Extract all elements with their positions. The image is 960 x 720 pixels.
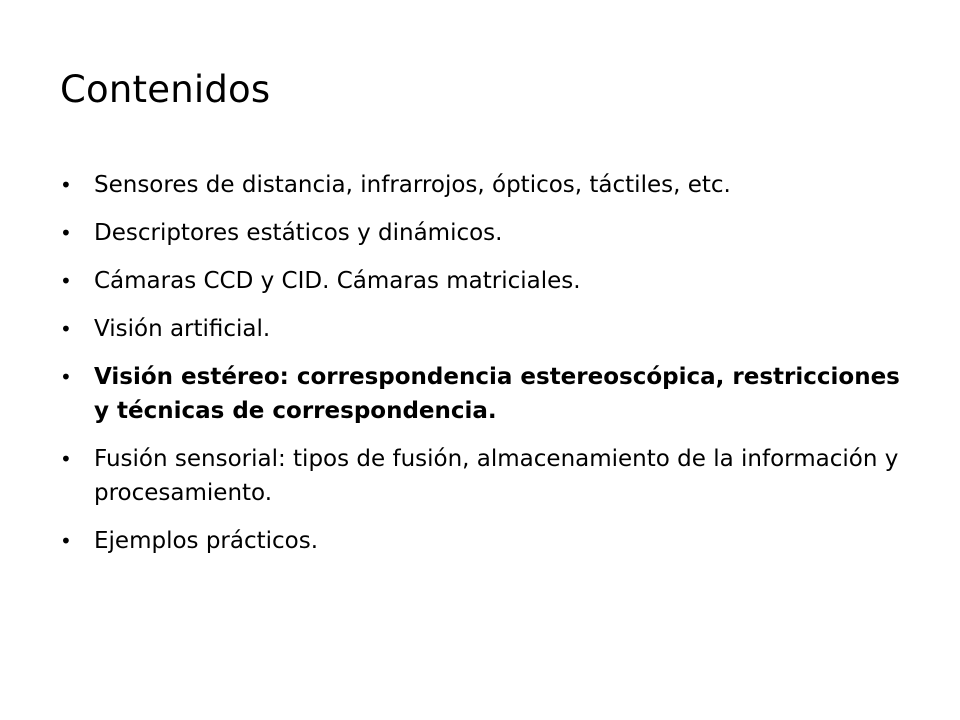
bullet-text: Sensores de distancia, infrarrojos, ópticos, táctiles, etc. (94, 172, 731, 198)
slide-title: Contenidos (60, 68, 271, 111)
bullet-icon: • (60, 317, 72, 341)
bullet-item-vision-artificial (60, 312, 920, 346)
bullet-icon: • (60, 529, 72, 553)
bullet-list (60, 168, 920, 572)
bullet-item-ejemplos (60, 524, 920, 558)
bullet-text: Fusión sensorial: tipos de fusión, almacenamiento de la información y procesamiento. (94, 446, 899, 506)
bullet-text: Visión artificial. (94, 316, 271, 342)
bullet-icon: • (60, 221, 72, 245)
bullet-item-camaras (60, 264, 920, 298)
bullet-item-sensores (60, 168, 920, 202)
bullet-text: Visión estéreo: correspondencia estereoscópica, restricciones y técnicas de correspondencia. (94, 364, 900, 424)
bullet-text: Ejemplos prácticos. (94, 528, 319, 554)
bullet-item-vision-estereo (60, 360, 920, 428)
bullet-item-fusion-sensorial (60, 442, 920, 510)
bullet-icon: • (60, 269, 72, 293)
bullet-text: Descriptores estáticos y dinámicos. (94, 220, 503, 246)
bullet-text: Cámaras CCD y CID. Cámaras matriciales. (94, 268, 581, 294)
bullet-icon: • (60, 365, 72, 389)
bullet-item-descriptores (60, 216, 920, 250)
bullet-icon: • (60, 447, 72, 471)
bullet-icon: • (60, 173, 72, 197)
